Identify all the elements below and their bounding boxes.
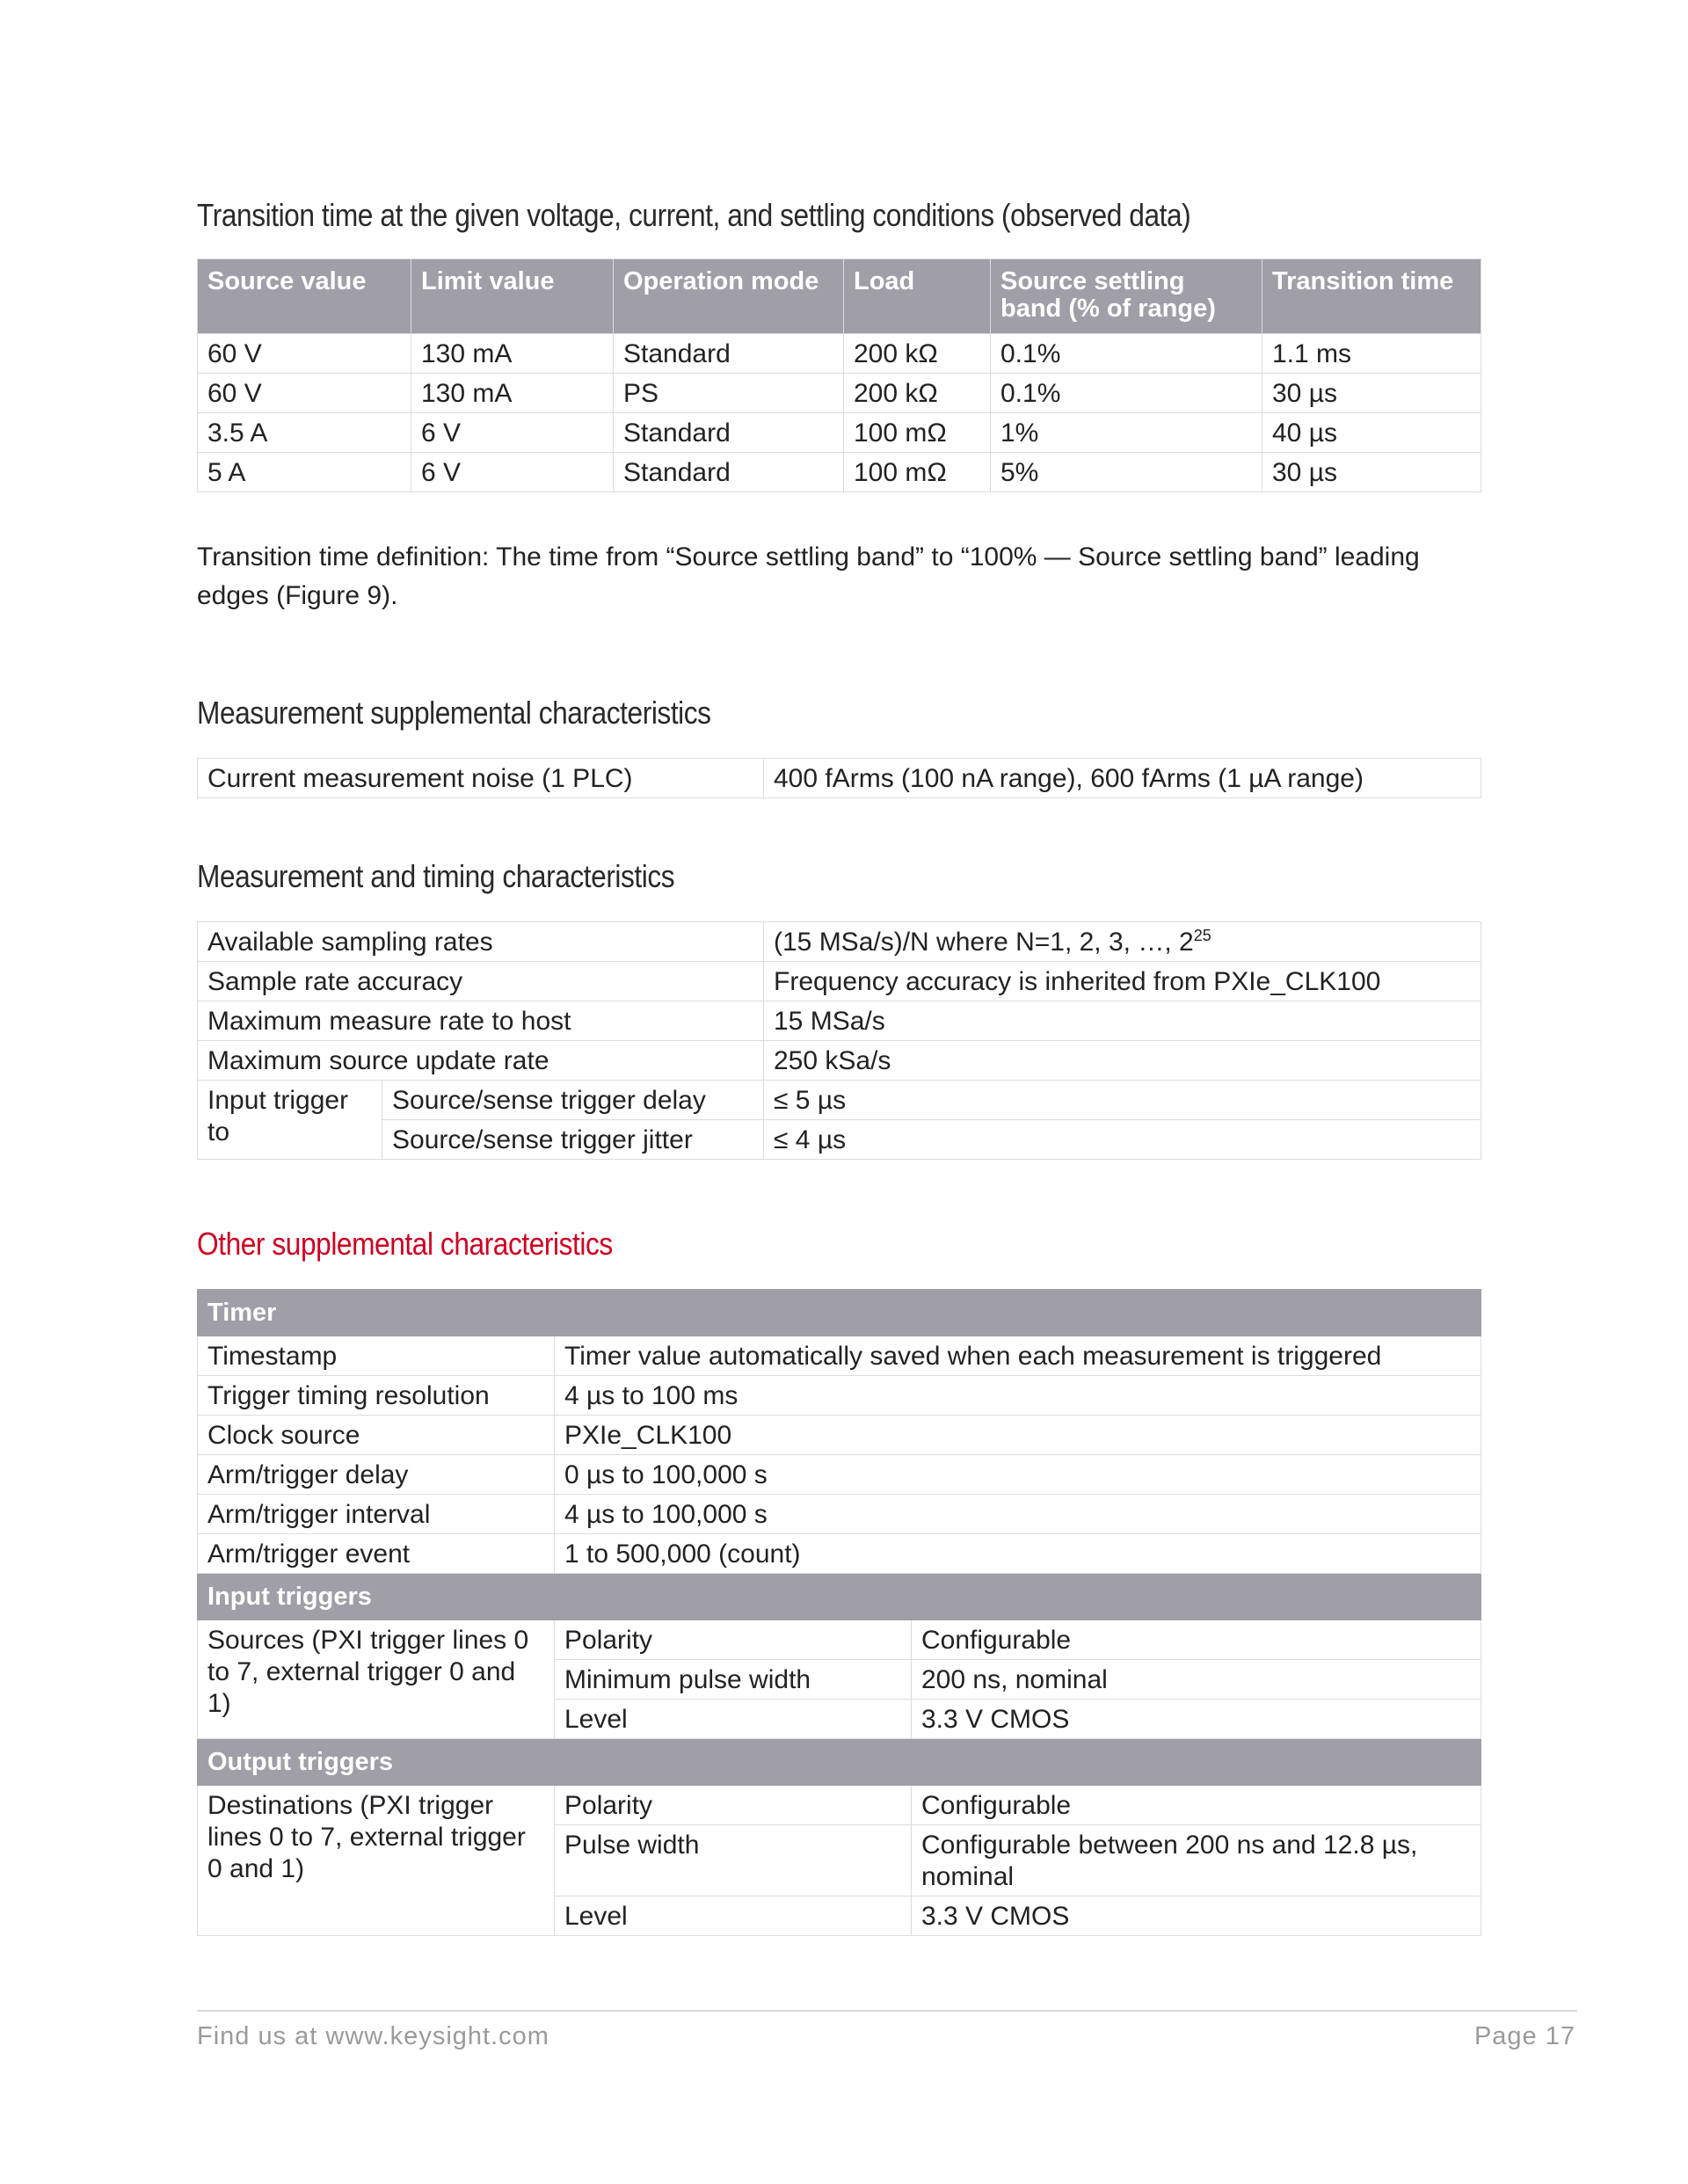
table-cell: Arm/trigger delay [198,1455,555,1495]
measurement-timing-table [197,921,1481,1160]
table-cell: Configurable [912,1620,1481,1660]
section-header: Timer [198,1290,1481,1336]
table-cell: 6 V [411,413,614,453]
measurement-supplemental-table [197,758,1481,798]
table-cell: 1 to 500,000 (count) [555,1534,1481,1574]
table-cell: 1.1 ms [1262,334,1481,374]
transition-note: Transition time definition: The time from “Source settling band” to “100% — Source settling band” leading edges (Figure 9). [197,542,1420,610]
measurement-supplemental-title: Measurement supplemental characteristics [197,695,711,731]
table-cell: Polarity [555,1620,912,1660]
table-cell: 4 µs to 100 ms [555,1376,1481,1416]
table-cell: 100 mΩ [844,453,991,492]
table-cell: 3.3 V CMOS [912,1896,1481,1936]
measurement-timing-title: Measurement and timing characteristics [197,858,675,894]
table-row [198,759,1481,798]
table-row [198,1786,1481,1825]
table-cell: 5 A [198,453,411,492]
sampling-rates-value: (15 MSa/s)/N where N=1, 2, 3, …, 2 [774,928,1194,957]
table-cell: 0.1% [991,374,1262,413]
column-header: Transition time [1262,259,1481,334]
table-cell: Current measurement noise (1 PLC) [198,759,764,798]
table-row [198,922,1481,962]
table-row [198,1001,1481,1041]
table-cell: 1% [991,413,1262,453]
table-cell: Pulse width [555,1825,912,1896]
column-header: Limit value [411,259,614,334]
table-cell: 130 mA [411,374,614,413]
column-header: Operation mode [614,259,844,334]
table-cell: ≤ 5 µs [764,1081,1481,1120]
table-cell: Configurable [912,1786,1481,1825]
table-cell: 40 µs [1262,413,1481,453]
table-row [198,1455,1481,1495]
table-cell: Source/sense trigger delay [382,1081,764,1120]
table-cell: 250 kSa/s [764,1041,1481,1081]
table-cell: 3.5 A [198,413,411,453]
table-cell: 60 V [198,334,411,374]
table-cell: Level [555,1896,912,1936]
table-cell: 30 µs [1262,374,1481,413]
table-cell: Available sampling rates [198,922,764,962]
table-cell: Sample rate accuracy [198,962,764,1001]
table-cell: Sources (PXI trigger lines 0 to 7, external trigger 0 and 1) [198,1620,555,1739]
table-cell [764,922,1481,962]
table-row [198,413,1481,453]
table-cell: Clock source [198,1416,555,1455]
column-header: Load [844,259,991,334]
table-cell: 3.3 V CMOS [912,1700,1481,1739]
table-cell: Timestamp [198,1336,555,1376]
section-header-row [198,1290,1481,1336]
table-cell: Level [555,1700,912,1739]
other-supplemental-table [197,1289,1481,1936]
table-cell: PXIe_CLK100 [555,1416,1481,1455]
table-cell: Frequency accuracy is inherited from PXIe_CLK100 [764,962,1481,1001]
table-cell: Standard [614,334,844,374]
table-cell: 200 kΩ [844,374,991,413]
table-cell: 6 V [411,453,614,492]
table-cell: 0.1% [991,334,1262,374]
table-cell: Polarity [555,1786,912,1825]
table-cell: 400 fArms (100 nA range), 600 fArms (1 µA range) [764,759,1481,798]
table-row [198,1620,1481,1660]
table-cell: ≤ 4 µs [764,1120,1481,1160]
section-header-row [198,1574,1481,1620]
table-header-row [198,259,1481,334]
transition-section [197,197,1326,234]
transition-title: Transition time at the given voltage, current, and settling conditions (observed data) [197,197,1191,233]
table-cell: Standard [614,413,844,453]
table-cell: Configurable between 200 ns and 12.8 µs, nominal [912,1825,1481,1896]
table-row [198,1081,1481,1120]
table-cell: 0 µs to 100,000 s [555,1455,1481,1495]
table-cell: Trigger timing resolution [198,1376,555,1416]
table-cell: 200 kΩ [844,334,991,374]
page-number: Page 17 [1473,2022,1575,2050]
table-cell: 15 MSa/s [764,1001,1481,1041]
table-cell: Source/sense trigger jitter [382,1120,764,1160]
table-cell: Timer value automatically saved when each measurement is triggered [555,1336,1481,1376]
table-cell: Destinations (PXI trigger lines 0 to 7, external trigger 0 and 1) [198,1786,555,1936]
table-cell: PS [614,374,844,413]
table-cell: Standard [614,453,844,492]
table-row [198,453,1481,492]
section-header: Output triggers [198,1739,1481,1786]
table-row [198,1495,1481,1534]
table-cell: Input trigger to [198,1081,382,1160]
table-cell: Arm/trigger event [198,1534,555,1574]
table-cell: Maximum measure rate to host [198,1001,764,1041]
table-row [198,962,1481,1001]
table-cell: 4 µs to 100,000 s [555,1495,1481,1534]
footer-website-link[interactable]: Find us at www.keysight.com [197,2022,549,2050]
table-cell: 60 V [198,374,411,413]
table-row [198,1120,1481,1160]
table-row [198,1376,1481,1416]
table-cell: 100 mΩ [844,413,991,453]
exponent: 25 [1193,927,1211,944]
table-row [198,1534,1481,1574]
table-row [198,1041,1481,1081]
table-cell: 5% [991,453,1262,492]
table-row [198,334,1481,374]
column-header: Source settling band (% of range) [991,259,1262,334]
table-cell: 130 mA [411,334,614,374]
section-header: Input triggers [198,1574,1481,1620]
section-header-row [198,1739,1481,1786]
table-cell: Minimum pulse width [555,1660,912,1700]
table-cell: 30 µs [1262,453,1481,492]
table-row [198,1416,1481,1455]
table-cell: Arm/trigger interval [198,1495,555,1534]
table-row [198,374,1481,413]
column-header: Source value [198,259,411,334]
other-supplemental-title: Other supplemental characteristics [197,1226,613,1262]
table-cell: Maximum source update rate [198,1041,764,1081]
transition-table [197,258,1481,492]
table-row [198,1336,1481,1376]
table-cell: 200 ns, nominal [912,1660,1481,1700]
footer-divider [197,2010,1577,2012]
